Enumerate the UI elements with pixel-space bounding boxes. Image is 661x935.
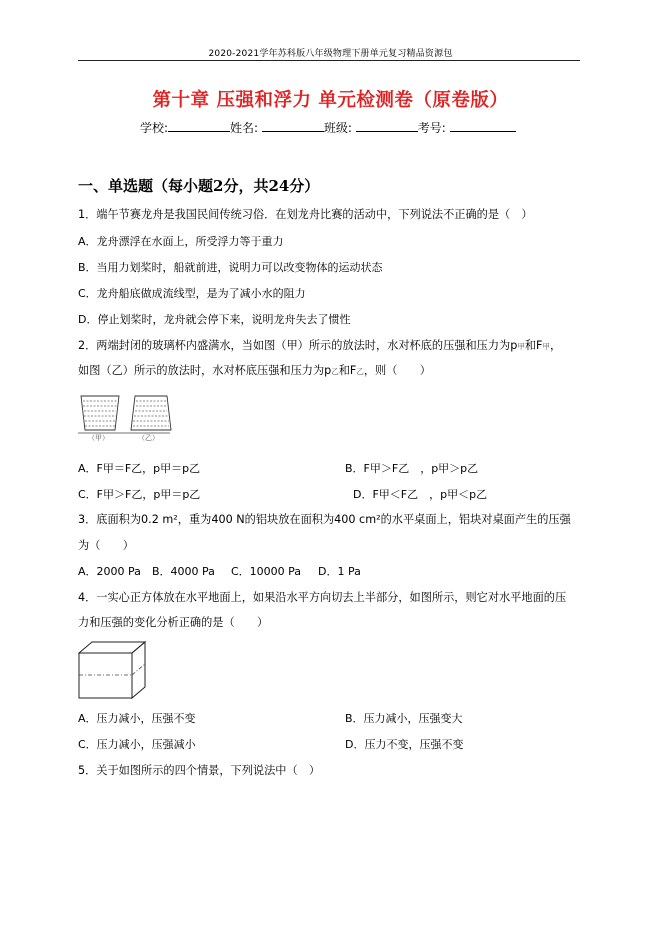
q3-line1: 3．底面积为0.2 m²，重为400 N的铝块放在面积为400 cm²的水平桌面上，铝块对桌面产生的压强: [78, 513, 571, 526]
q1-option-c: C．龙舟船底做成流线型，是为了减小水的阻力: [78, 287, 306, 300]
q1-option-b: B．当用力划桨时，船就前进，说明力可以改变物体的运动状态: [78, 261, 383, 274]
q1-option-a: A．龙舟漂浮在水面上，所受浮力等于重力: [78, 235, 284, 248]
q4-cube-figure: [78, 641, 150, 701]
q4-line1: 4．一实心正方体放在水平地面上，如果沿水平方向切去上半部分，如图所示，则它对水平地面的压: [78, 591, 567, 604]
q2-sub: 乙: [331, 367, 339, 376]
q2-sub: 乙: [356, 367, 364, 376]
school-label: 学校:: [140, 121, 169, 135]
name-blank: [262, 120, 324, 132]
q1-option-d: D．停止划桨时，龙舟就会停下来，说明龙舟失去了惯性: [78, 313, 351, 326]
q2-fig-label-b: （乙）: [138, 434, 159, 442]
q2-line2-text: 如图（乙）所示的放法时，水对杯底压强和压力为p: [78, 364, 332, 377]
q2-line2-mid: 和F: [338, 364, 357, 377]
q2-line1-text: 2．两端封闭的玻璃杯内盛满水，当如图（甲）所示的放法时，水对杯底的压强和压力为p: [78, 339, 518, 352]
q2-sub: 甲: [542, 342, 550, 351]
section-heading: 一、单选题（每小题2分，共24分）: [78, 177, 320, 195]
q2-line1-mid: 和F: [524, 339, 543, 352]
q1-stem: 1．端午节赛龙舟是我国民间传统习俗．在划龙舟比赛的活动中，下列说法不正确的是（ ）: [78, 208, 533, 221]
q2-line2-end: ，则（ ）: [363, 364, 431, 377]
q4-option-a: A．压力减小，压强不变: [78, 712, 196, 725]
page-header: 2020-2021学年苏科版八年级物理下册单元复习精品资源包: [208, 49, 453, 59]
exam-blank: [450, 120, 516, 132]
q4-option-b: B．压力减小，压强变大: [345, 712, 463, 725]
q2-option-a: A．F甲＝F乙，p甲＝p乙: [78, 462, 201, 475]
school-blank: [168, 120, 230, 132]
q4-option-d: D．压力不变，压强不变: [345, 738, 464, 751]
q2-option-c: C．F甲＞F乙，p甲＝p乙: [78, 488, 201, 501]
q3-option-b: B．4000 Pa: [152, 565, 215, 578]
q3-option-a: A．2000 Pa: [78, 565, 141, 578]
q2-line2: [78, 362, 431, 378]
q4-line2: 力和压强的变化分析正确的是（ ）: [78, 616, 269, 629]
q2-option-d: D．F甲＜F乙 ，p甲＜p乙: [353, 488, 488, 501]
student-info-line: [140, 119, 516, 136]
q3-option-d: D．1 Pa: [318, 565, 361, 578]
document-title: 第十章 压强和浮力 单元检测卷（原卷版）: [152, 90, 509, 111]
q3-option-c: C．10000 Pa: [231, 565, 302, 578]
q3-line2: 为（ ）: [78, 539, 134, 552]
exam-label: 考号:: [417, 121, 446, 135]
q5-stem: 5．关于如图所示的四个情景，下列说法中（ ）: [78, 764, 321, 777]
name-label: 姓名:: [230, 121, 259, 135]
class-label: 班级:: [323, 121, 352, 135]
q2-line1: [78, 337, 561, 353]
class-blank: [356, 120, 418, 132]
header-divider: [78, 60, 580, 61]
q4-option-c: C．压力减小，压强减小: [78, 738, 196, 751]
q2-sub: 甲: [517, 342, 525, 351]
q2-fig-label-a: （甲）: [88, 434, 109, 442]
q2-option-b: B．F甲＞F乙 ，p甲＞p乙: [345, 462, 479, 475]
q2-line1-end: ，: [549, 339, 562, 352]
